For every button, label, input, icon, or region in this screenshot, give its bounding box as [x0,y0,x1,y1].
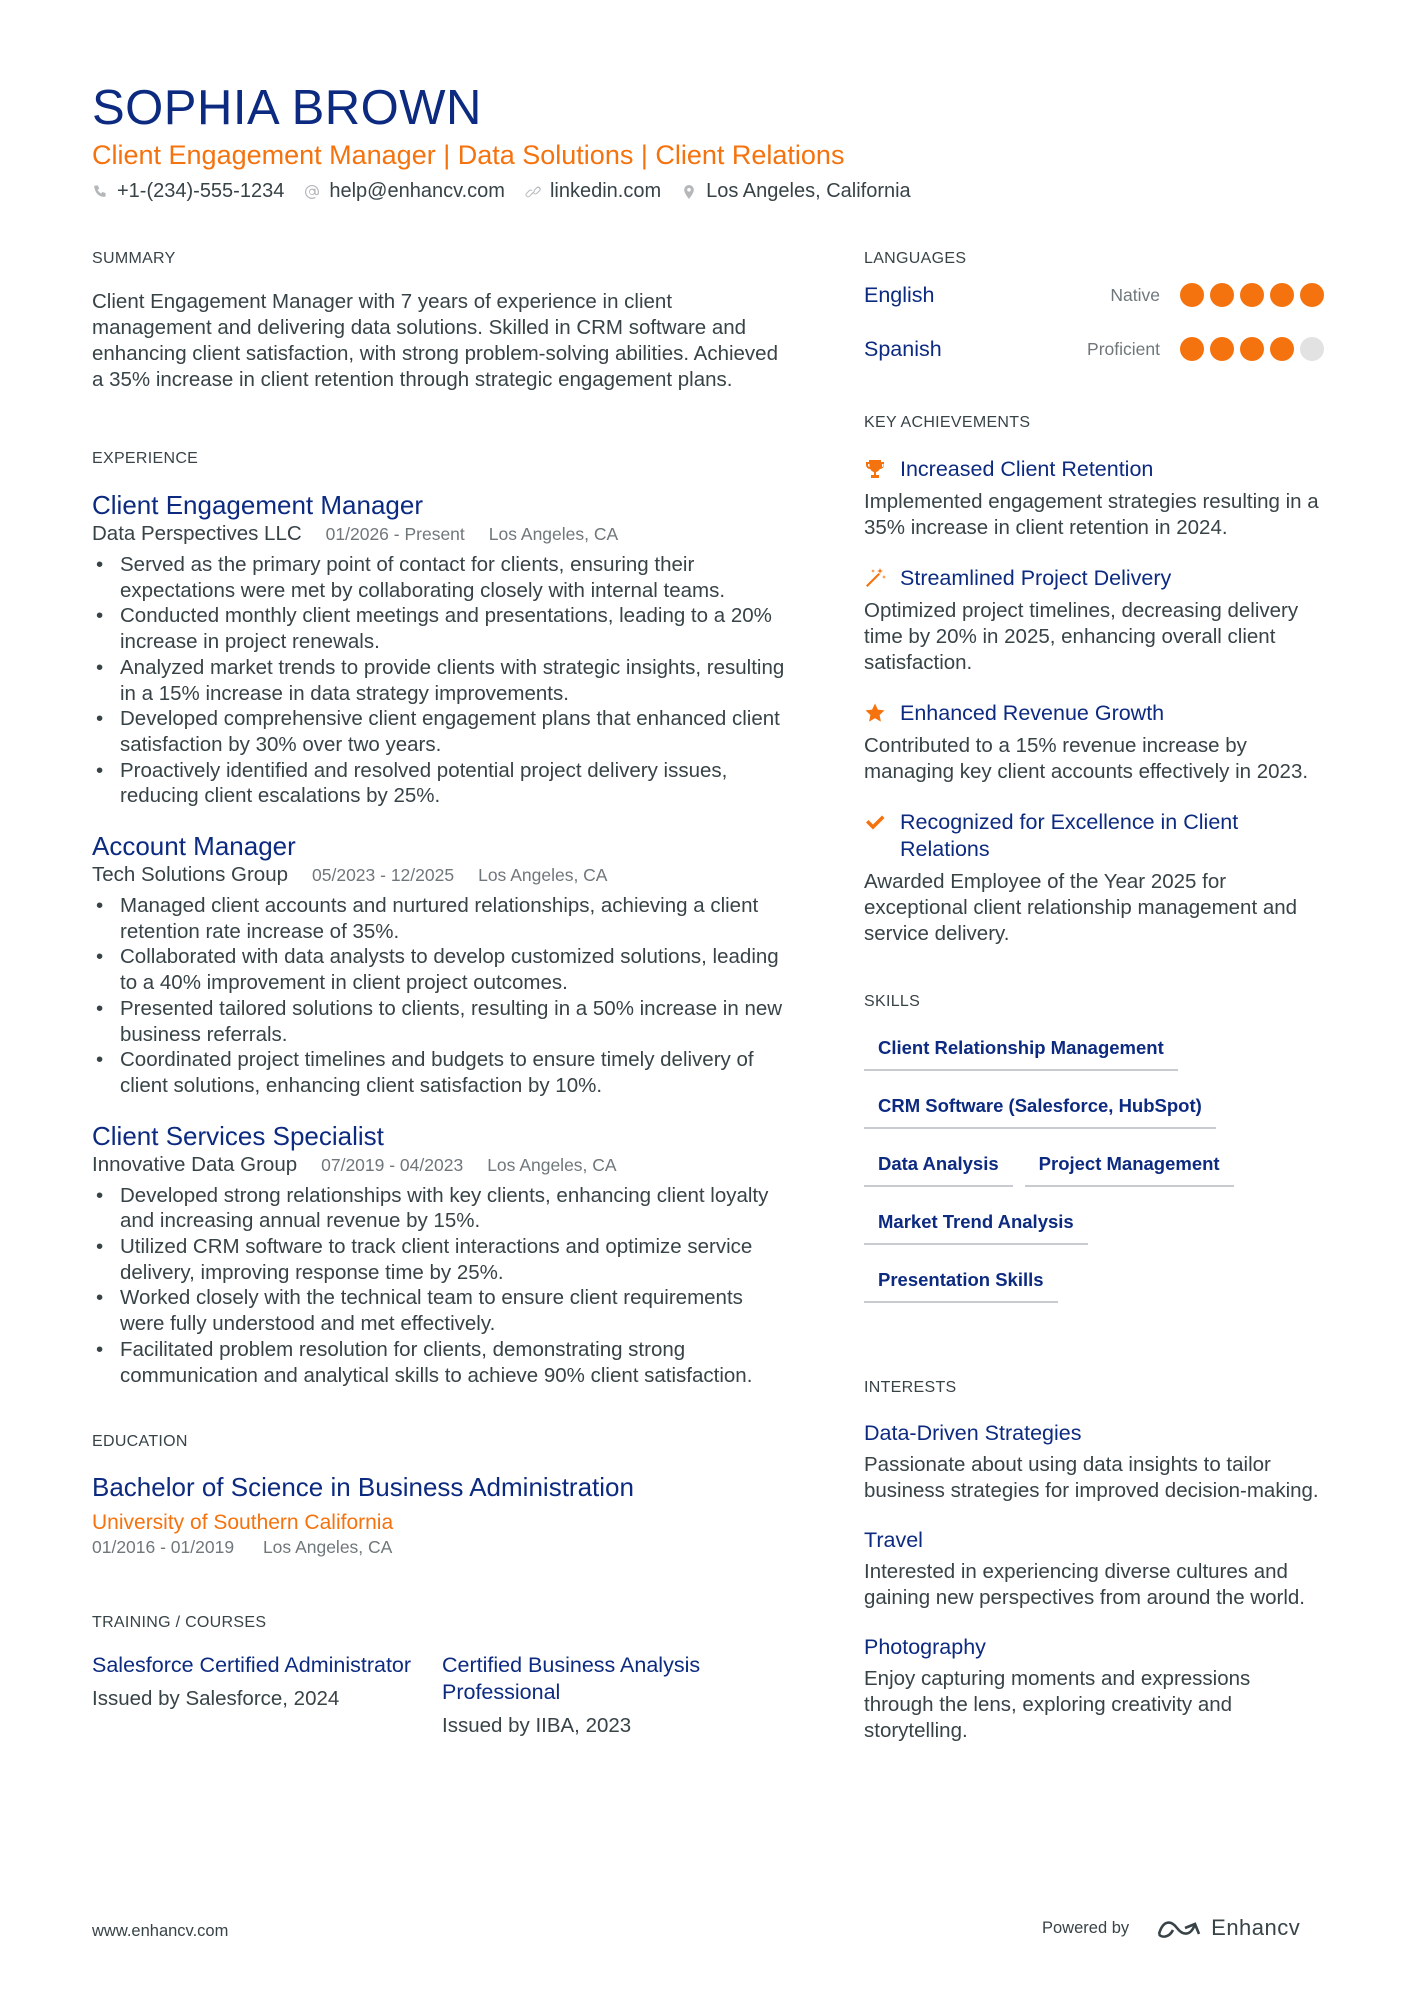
achievement-desc: Awarded Employee of the Year 2025 for exceptional client relationship management and service delivery. [864,870,1298,945]
interests-heading: INTERESTS [864,1379,957,1396]
course-issuer: Issued by Salesforce, 2024 [92,1687,340,1711]
interest-entry [864,1528,1324,1611]
achievement-entry [864,700,1324,785]
rating-dot-filled [1270,337,1294,361]
job-location: Los Angeles, CA [488,524,619,544]
job-bullet: • Managed client accounts and nurtured relationships, achieving a client retention rate increase of 35%. [92,893,792,944]
training-heading: TRAINING / COURSES [92,1614,267,1632]
contact-linkedin[interactable] [525,180,661,203]
education-location: Los Angeles, CA [262,1537,393,1558]
job-meta [92,1153,792,1177]
language-rating [1174,337,1324,361]
job-bullets [92,1183,792,1389]
job-title: Client Engagement Manager [92,490,423,520]
powered-by-label: Powered by [1042,1918,1130,1937]
skills-section [864,993,1324,1317]
skill-tag: CRM Software (Salesforce, HubSpot) [864,1085,1216,1129]
contact-phone [92,180,284,203]
skills-heading: SKILLS [864,993,921,1010]
skill-tag: Data Analysis [864,1143,1013,1187]
course-list [92,1652,792,1738]
link-icon [525,184,541,200]
job-company: Innovative Data Group [92,1152,298,1176]
summary-section [92,250,792,393]
language-level: Proficient [1087,338,1160,359]
achievement-title: Enhanced Revenue Growth [900,701,1165,725]
skill-row [864,1085,1324,1143]
at-sign-icon [304,184,320,200]
skill-tag: Client Relationship Management [864,1027,1178,1071]
contact-email[interactable] [304,180,505,203]
course-issuer: Issued by IIBA, 2023 [442,1714,632,1738]
interest-entry [864,1635,1324,1744]
job-bullet: • Proactively identified and resolved potential project delivery issues, reducing client escalations by 25%. [92,758,792,809]
languages-heading: LANGUAGES [864,250,967,267]
achievement-head [864,809,1324,863]
skill-row [864,1201,1324,1259]
achievement-desc: Contributed to a 15% revenue increase by managing key client accounts effectively in 2023. [864,734,1309,783]
rating-dot-filled [1210,337,1234,361]
rating-dot-filled [1240,283,1264,307]
interest-desc: Passionate about using data insights to tailor business strategies for improved decision-making. [864,1453,1319,1502]
interest-entry [864,1421,1324,1504]
interest-title: Photography [864,1635,986,1659]
school-name: University of Southern California [92,1511,394,1535]
linkedin-url[interactable]: linkedin.com [549,180,662,202]
star-icon [864,702,886,724]
job-company: Tech Solutions Group [92,863,289,887]
education-heading: EDUCATION [92,1433,188,1451]
course-title: Salesforce Certified Administrator [92,1653,412,1678]
course-entry [442,1652,792,1738]
language-row [864,322,1324,376]
experience-section [92,450,792,1388]
education-section [92,1433,792,1558]
right-column [864,250,1324,1744]
skill-row [864,1027,1324,1085]
job-bullet: • Developed strong relationships with key clients, enhancing client loyalty and increasing annual revenue by 15%. [92,1183,792,1234]
left-column [92,250,792,1738]
interest-title: Data-Driven Strategies [864,1421,1082,1445]
job-bullet: • Collaborated with data analysts to develop customized solutions, leading to a 40% improvement in client project outcomes. [92,944,792,995]
rating-dot-filled [1210,283,1234,307]
job-bullet: • Facilitated problem resolution for clients, demonstrating strong communication and analytical skills to achieve 90% client satisfaction. [92,1337,792,1388]
skill-row [864,1143,1324,1201]
rating-dot-filled [1270,283,1294,307]
rating-dot-filled [1300,283,1324,307]
achievement-desc: Implemented engagement strategies resulting in a 35% increase in client retention in 2024. [864,490,1319,539]
language-rating [1174,283,1324,307]
achievements-heading: KEY ACHIEVEMENTS [864,414,1031,431]
footer-branding [1042,1914,1300,1942]
interest-desc: Interested in experiencing diverse cultures and gaining new perspectives from around the world. [864,1560,1305,1609]
achievement-head [864,565,1324,592]
interest-desc: Enjoy capturing moments and expressions through the lens, exploring creativity and storytelling. [864,1667,1251,1742]
contact-location [681,180,911,203]
education-meta [92,1537,792,1558]
brand-name: Enhancv [1211,1915,1301,1940]
job-title: Account Manager [92,831,296,862]
job-bullets [92,893,792,1099]
phone-icon [92,184,108,200]
job-bullet: • Worked closely with the technical team to ensure client requirements were fully understood and met effectively. [92,1285,792,1336]
magic-wand-icon [864,567,886,589]
job-bullets [92,552,792,809]
achievement-title: Streamlined Project Delivery [900,566,1172,590]
skill-tag: Presentation Skills [864,1259,1058,1303]
job-bullet: • Utilized CRM software to track client interactions and optimize service delivery, improving response time by 25%. [92,1234,792,1285]
candidate-name: SOPHIA BROWN [92,81,482,135]
job-entry [92,1120,792,1389]
job-bullet: • Developed comprehensive client engagement plans that enhanced client satisfaction by 30% over two years. [92,706,792,757]
achievement-entry [864,809,1324,947]
rating-dot-filled [1180,283,1204,307]
job-location: Los Angeles, CA [487,1154,617,1175]
achievement-entry [864,565,1324,676]
achievement-entry [864,456,1324,541]
summary-text: Client Engagement Manager with 7 years of experience in client management and delivering data solutions. Skilled in CRM software and enhancing client satisfaction, with strong problem-solving abilities. Achieved a 35% increase in client retention through strategic engagement plans. [92,290,778,391]
rating-dot-filled [1180,337,1204,361]
summary-heading: SUMMARY [92,250,176,267]
skill-row [864,1259,1324,1317]
language-name: English [864,282,935,307]
achievement-title: Increased Client Retention [900,457,1154,481]
job-dates: 05/2023 - 12/2025 [312,865,455,886]
phone-number: +1-(234)-555-1234 [117,180,285,202]
language-level: Native [1110,284,1160,305]
job-bullet: • Conducted monthly client meetings and presentations, leading to a 20% increase in project renewals. [92,603,792,654]
job-entry [92,830,792,1099]
achievement-title: Recognized for Excellence in Client Relations [900,810,1239,861]
job-company: Data Perspectives LLC [92,522,302,545]
job-bullet: • Served as the primary point of contact for clients, ensuring their expectations were met by collaborating closely with internal teams. [92,552,792,603]
job-location: Los Angeles, CA [478,865,608,886]
achievement-head [864,700,1324,727]
job-dates: 07/2019 - 04/2023 [321,1154,464,1175]
candidate-headline: Client Engagement Manager | Data Solutions | Client Relations [92,140,845,170]
education-dates: 01/2016 - 01/2019 [92,1537,235,1558]
brand-logo[interactable] [1155,1914,1300,1942]
language-row [864,268,1324,322]
job-bullet: • Presented tailored solutions to clients, resulting in a 50% increase in new business referrals. [92,996,792,1047]
contact-bar [92,180,931,203]
job-meta [92,863,792,887]
language-name: Spanish [864,336,942,361]
interest-title: Travel [864,1528,923,1552]
achievement-desc: Optimized project timelines, decreasing delivery time by 20% in 2025, enhancing overall client satisfaction. [864,599,1299,674]
footer-website[interactable]: www.enhancv.com [92,1922,229,1940]
course-entry [92,1652,442,1738]
location-pin-icon [681,184,697,200]
job-meta [92,522,792,546]
email-address[interactable]: help@enhancv.com [329,180,505,202]
skill-list [864,1027,1324,1317]
job-entry [92,489,792,809]
achievement-head [864,456,1324,483]
languages-section [864,250,1324,376]
degree-title: Bachelor of Science in Business Administration [92,1472,634,1503]
course-title: Certified Business Analysis Professional [442,1653,701,1705]
location-text: Los Angeles, California [706,180,911,202]
skill-tag: Market Trend Analysis [864,1201,1088,1245]
achievements-section [864,414,1324,947]
rating-dot-filled [1240,337,1264,361]
check-icon [864,811,886,833]
training-section [92,1614,792,1738]
job-dates: 01/2026 - Present [325,524,465,544]
skill-tag: Project Management [1025,1143,1234,1187]
rating-dot-empty [1300,337,1324,361]
experience-heading: EXPERIENCE [92,450,199,467]
interests-section [864,1379,1324,1744]
job-bullet: • Analyzed market trends to provide clients with strategic insights, resulting in a 15% increase in data strategy improvements. [92,655,792,706]
job-title: Client Services Specialist [92,1120,384,1151]
job-bullet: • Coordinated project timelines and budgets to ensure timely delivery of client solutions, enhancing client satisfaction by 10%. [92,1047,792,1098]
enhancv-logo-icon [1155,1914,1203,1942]
trophy-icon [864,458,886,480]
